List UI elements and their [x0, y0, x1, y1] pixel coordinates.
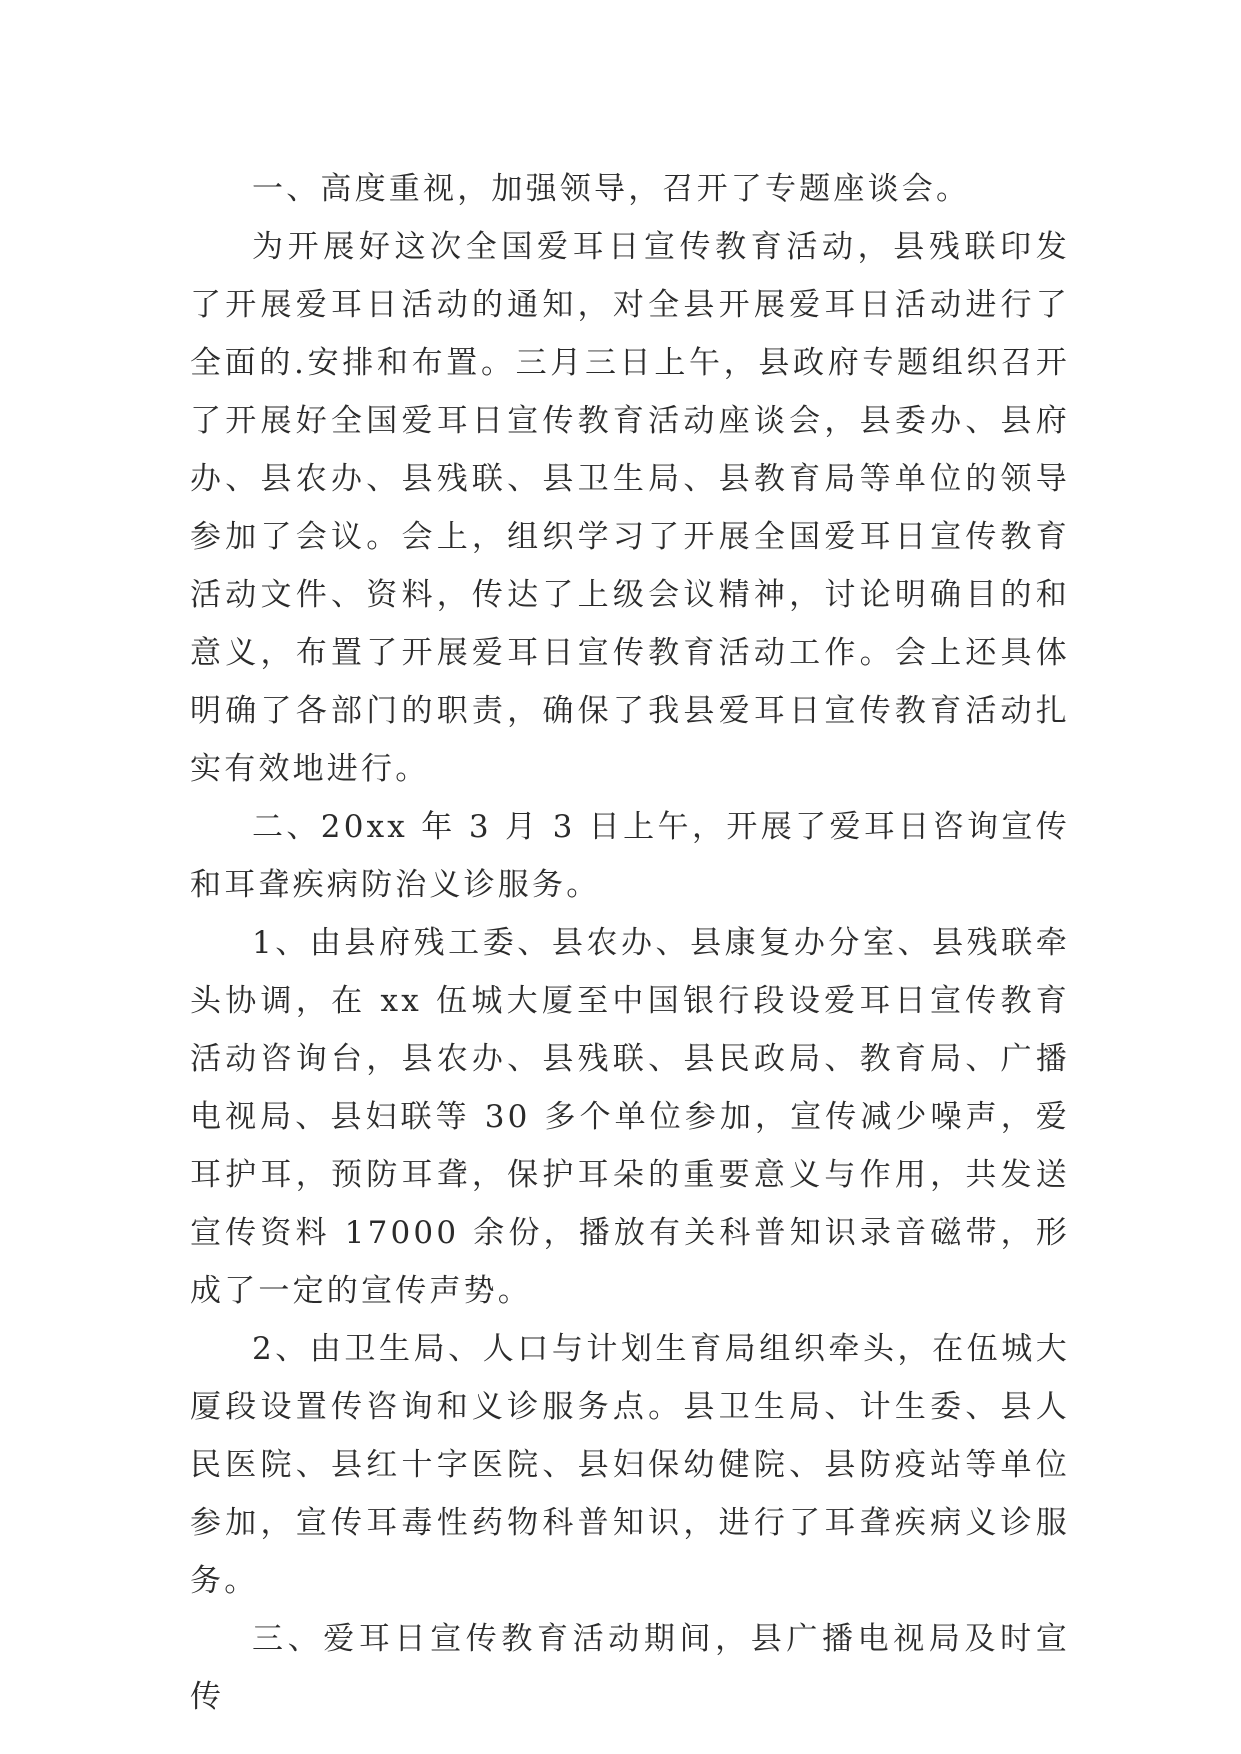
section-heading-2: 二、20xx 年 3 月 3 日上午，开展了爱耳日咨询宣传和耳聋疾病防治义诊服务。	[190, 809, 1070, 903]
document-body	[190, 160, 1070, 1726]
body-paragraph-item-1: 1、由县府残工委、县农办、县康复办分室、县残联牵头协调，在 xx 伍城大厦至中国银行段设爱耳日宣传教育活动咨询台，县农办、县残联、县民政局、教育局、广播电视局、县妇联等 30 多个单位参加，宣传减少噪声，爱耳护耳，预防耳聋，保护耳朵的重要意义与作用，共发送宣传资料 17000 余份，播放有关科普知识录音磁带，形成了一定的宣传声势。	[190, 925, 1070, 1309]
section-heading-3: 三、爱耳日宣传教育活动期间，县广播电视局及时宣传	[190, 1621, 1070, 1715]
body-paragraph-1: 为开展好这次全国爱耳日宣传教育活动，县残联印发了开展爱耳日活动的通知，对全县开展爱耳日活动进行了全面的.安排和布置。三月三日上午，县政府专题组织召开了开展好全国爱耳日宣传教育活动座谈会，县委办、县府办、县农办、县残联、县卫生局、县教育局等单位的领导参加了会议。会上，组织学习了开展全国爱耳日宣传教育活动文件、资料，传达了上级会议精神，讨论明确目的和意义，布置了开展爱耳日宣传教育活动工作。会上还具体明确了各部门的职责，确保了我县爱耳日宣传教育活动扎实有效地进行。	[190, 229, 1070, 787]
section-heading-1: 一、高度重视，加强领导，召开了专题座谈会。	[252, 171, 971, 207]
body-paragraph-item-2: 2、由卫生局、人口与计划生育局组织牵头，在伍城大厦段设置传咨询和义诊服务点。县卫生局、计生委、县人民医院、县红十字医院、县妇保幼健院、县防疫站等单位参加，宣传耳毒性药物科普知识，进行了耳聋疾病义诊服务。	[190, 1331, 1070, 1599]
